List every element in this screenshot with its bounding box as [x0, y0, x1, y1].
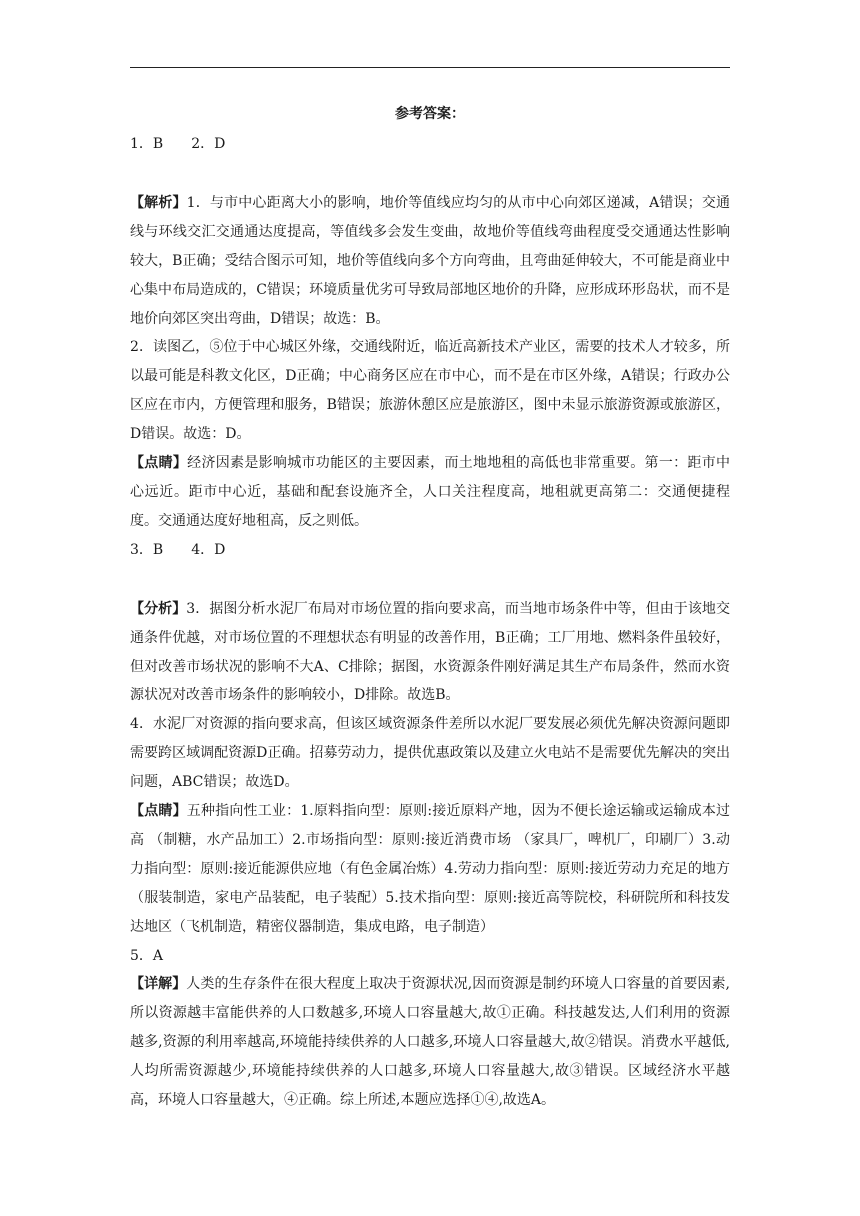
paragraph-tag: 【详解】: [130, 976, 187, 993]
header-rule: [130, 67, 730, 68]
paragraph-tag: 【点睛】: [130, 803, 187, 820]
paragraph-text: 3．据图分析水泥厂布局对市场位置的指向要求高，而当地市场条件中等，但由于该地交通条件优越，对市场位置的不理想状态有明显的改善作用，B正确；工厂用地、燃料条件虽较好，但对改善市场状况的影响不大A、C排除；据图，水资源条件刚好满足其生产布局条件，然而水资源状况对改善市场条件的影响较小，D排除。故选B。: [130, 600, 731, 704]
explanation-paragraph: [130, 333, 730, 449]
answer-content: [130, 130, 730, 1115]
paragraph-text: 4．水泥厂对资源的指向要求高，但该区域资源条件差所以水泥厂要发展必须优先解决资源问题即需要跨区域调配资源D正确。招募劳动力，提供优惠政策以及建立火电站不是需要优先解决的突出问题，ABC错误；故选D。: [130, 716, 730, 791]
answer-key-line: 1．B 2．D: [130, 136, 226, 152]
paragraph-text: 经济因素是影响城市功能区的主要因素，而土地地租的高低也非常重要。第一：距市中心远近。距市中心近，基础和配套设施齐全，人口关注程度高，地租就更高第二：交通便捷程度。交通通达度好地租高，反之则低。: [130, 455, 730, 529]
explanation-paragraph: [130, 797, 730, 942]
document-body: [130, 98, 730, 1115]
paragraph-text: 五种指向性工业：1.原料指向型：原则:接近原料产地，因为不便长途运输或运输成本过高 （制糖，水产品加工）2.市场指向型：原则:接近消费市场 （家具厂，啤机厂，印刷厂）3.动力指向型：原则:接近能源供应地（有色金属冶炼）4.劳动力指向型：原则:接近劳动力充足的地方（服装制造，家电产品装配，电子装配）5.技术指向型：原则:接近高等院校，科研院所和科技发达地区（飞机制造，精密仪器制造，集成电路，电子制造）: [130, 803, 731, 935]
explanation-paragraph: [130, 710, 730, 797]
spacer: [130, 565, 730, 595]
page-title: 参考答案：: [395, 106, 465, 122]
paragraph-tag: 【分析】: [130, 600, 187, 617]
answer-key-line: 5．A: [130, 947, 164, 964]
spacer: [130, 159, 730, 189]
explanation-paragraph: [130, 449, 730, 536]
paragraph-text: 人类的生存条件在很大程度上取决于资源状况,因而资源是制约环境人口容量的首要因素,所以资源越丰富能供养的人口数越多,环境人口容量越大,故①正确。科技越发达,人们利用的资源越多,资源的利用率越高,环境能持续供养的人口越多,环境人口容量越大,故②错误。消费水平越低,人均所需资源越少,环境能持续供养的人口越多,环境人口容量越大,故③错误。区域经济水平越高，环境人口容量越大，④正确。综上所述,本题应选择①④,故选A。: [130, 976, 731, 1109]
explanation-paragraph: [130, 970, 730, 1115]
explanation-paragraph: [130, 189, 730, 334]
paragraph-text: 1．与市中心距离大小的影响，地价等值线应均匀的从市中心向郊区递减，A错误；交通线与环线交汇交通通达度提高，等值线多会发生变曲，故地价等值线弯曲程度受交通通达性影响较大，B正确；受结合图示可知，地价等值线向多个方向弯曲，且弯曲延伸较大，不可能是商业中心集中布局造成的，C错误；环境质量优劣可导致局部地区地价的升降，应形成环形岛状，而不是地价向郊区突出弯曲，D错误；故选：B。: [130, 194, 731, 327]
paragraph-tag: 【解析】: [130, 194, 187, 211]
explanation-paragraph: [130, 595, 730, 711]
paragraph-text: 2．读图乙，⑤位于中心城区外缘，交通线附近，临近高新技术产业区，需要的技术人才较多，所以最可能是科教文化区，D正确；中心商务区应在市中心，而不是在市区外缘，A错误；行政办公区应在市内，方便管理和服务，B错误；旅游休憩区应是旅游区，图中未显示旅游资源或旅游区，D错误。故选：D。: [130, 339, 730, 443]
answer-key-line: 3．B 4．D: [130, 541, 226, 558]
paragraph-tag: 【点睛】: [130, 455, 188, 472]
